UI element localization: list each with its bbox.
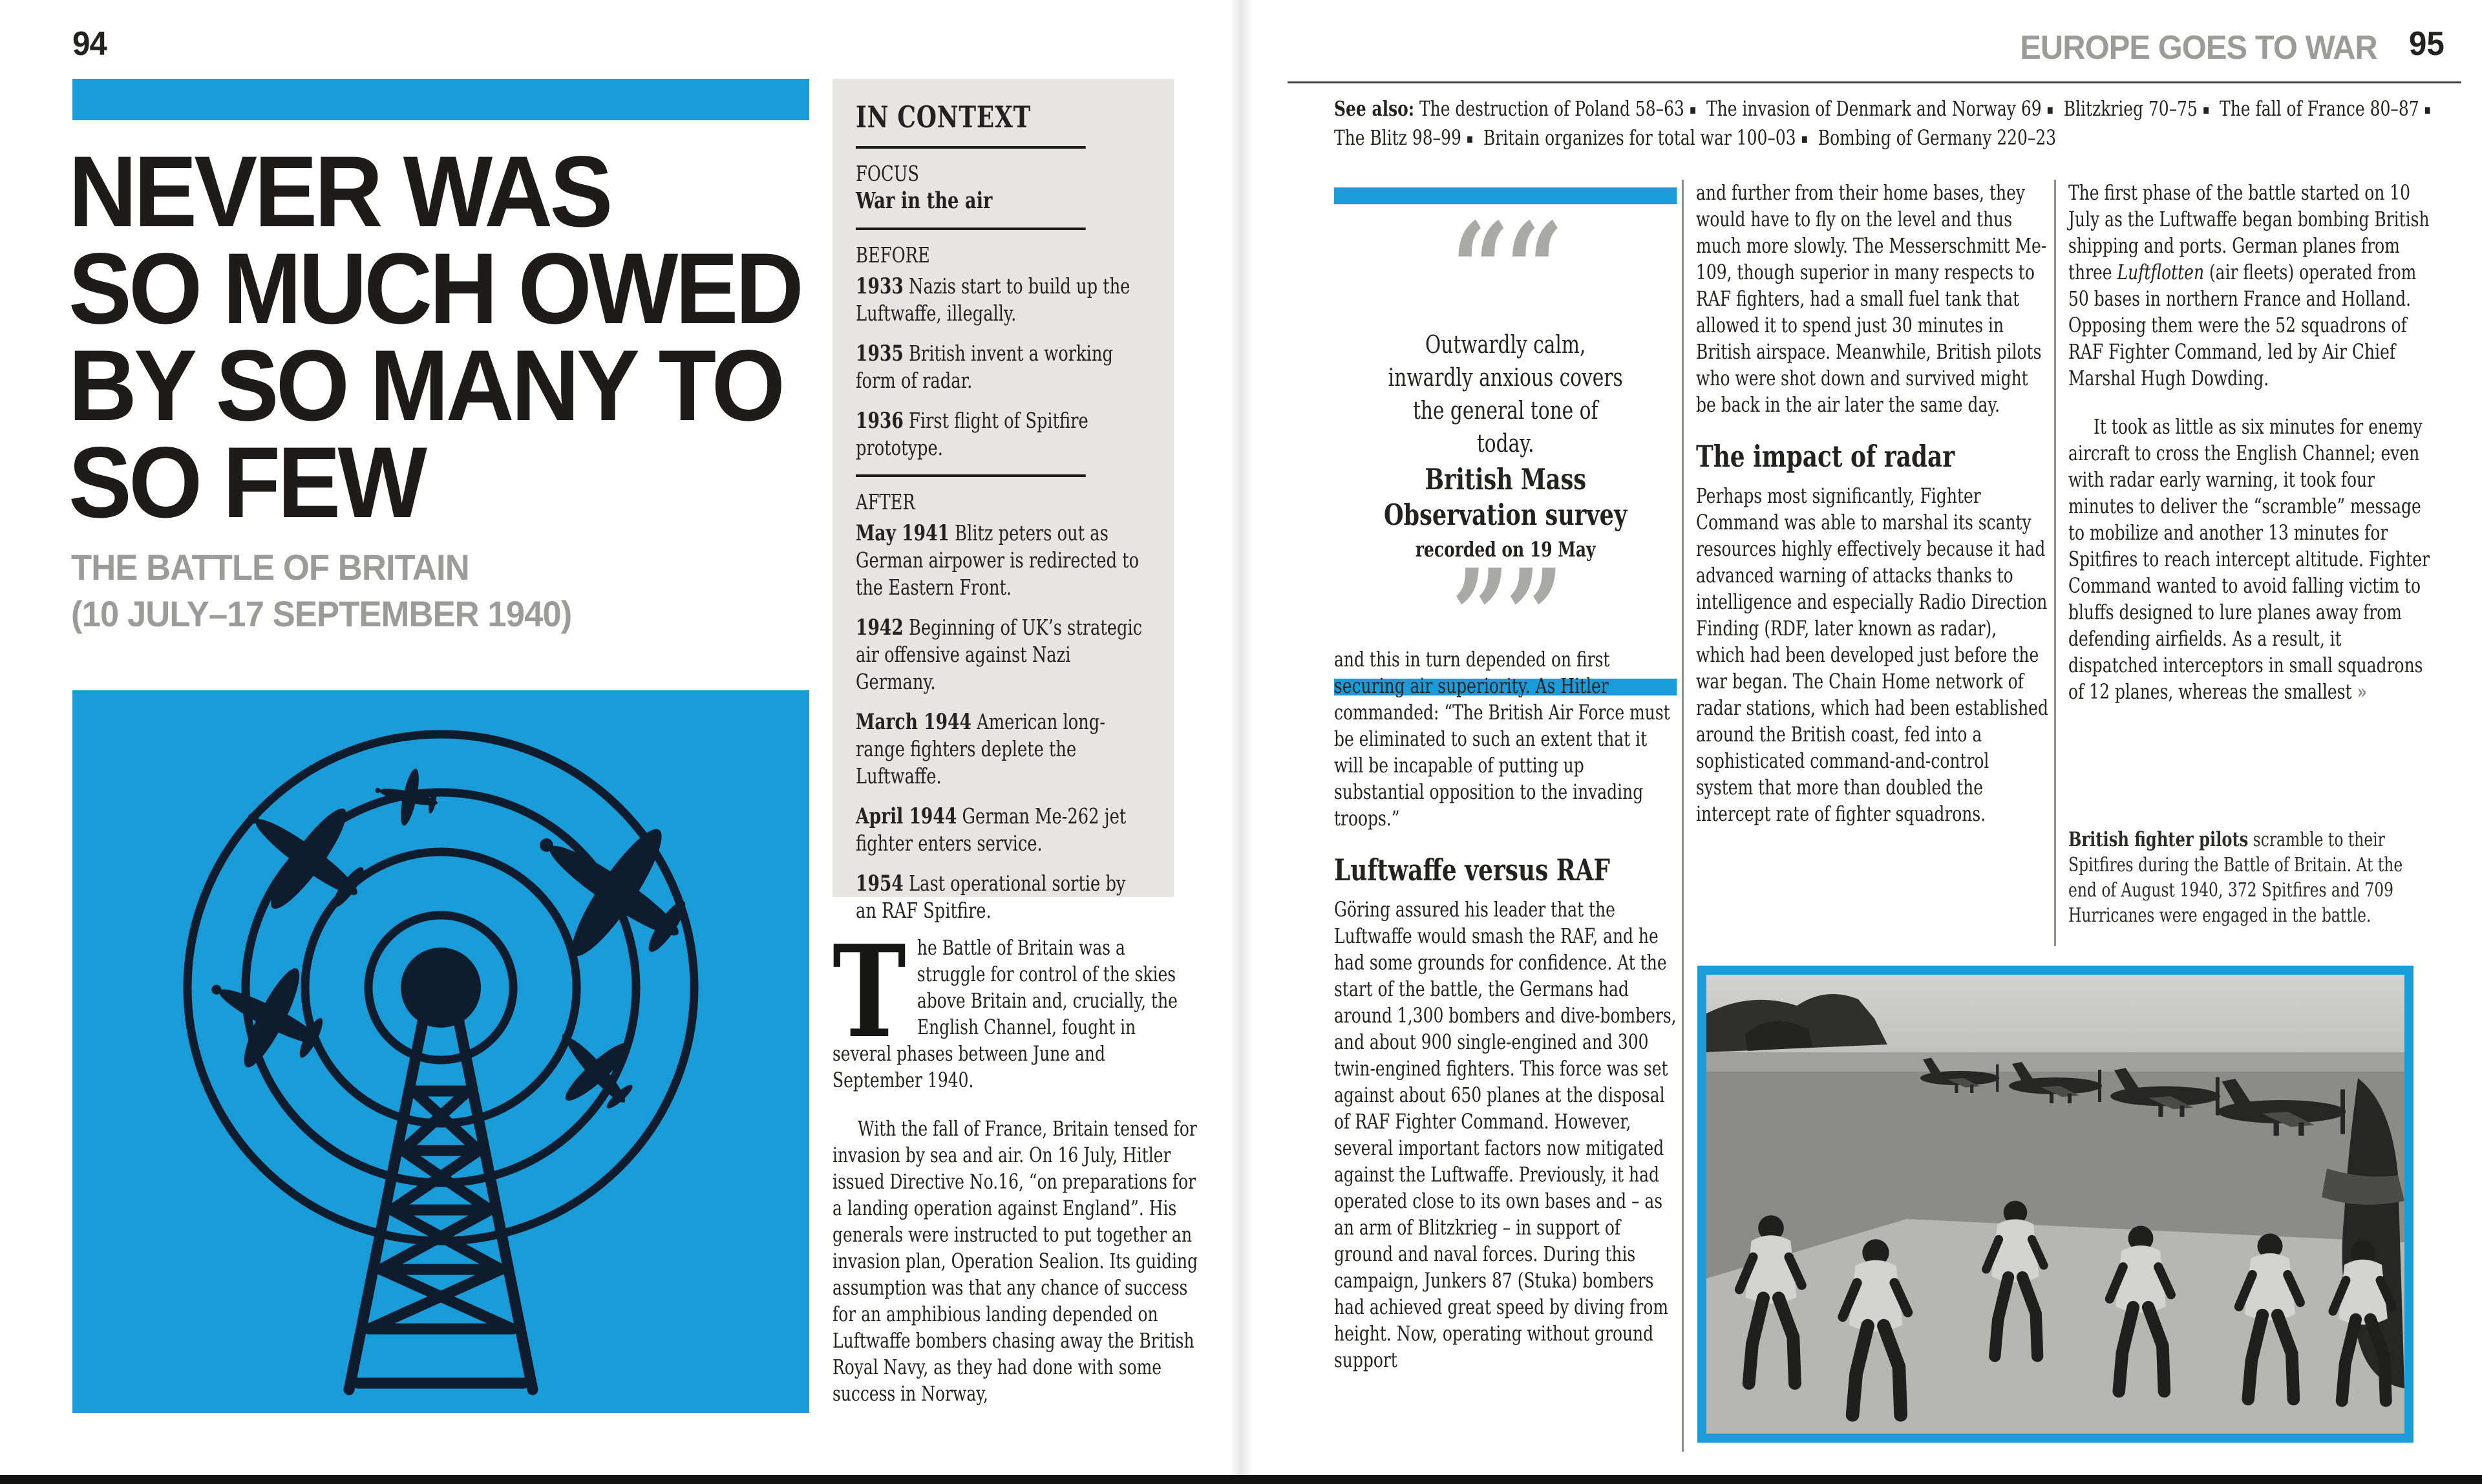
text-column-1	[1334, 646, 1677, 1395]
body-paragraph: Perhaps most significantly, Fighter Command was able to marshal its scanty resources highly effectively because it had advanced warning of attacks thanks to intelligence and especially Radio Direction Finding (RDF, later known as radar), which had been developed just before the war began. The Chain Home network of radar stations, which had been established around the British coast, fed into a sophisticated command-and-control system that more than doubled the intercept rate of fighter squadrons.	[1696, 483, 2048, 826]
page-gutter	[1229, 0, 1253, 1484]
intro-paragraph: With the fall of France, Britain tensed for invasion by sea and air. On 16 July, Hitler issued Directive No.16, “on preparations for a landing operation against England”. His generals were instructed to put together an invasion plan, Operation Sealion. Its guiding assumption was that any chance of success for an amphibious landing depended on Luftwaffe bombers chasing away the British Royal Navy, as they had done with some success in Norway,	[833, 1116, 1198, 1406]
in-context-panel	[833, 79, 1174, 923]
photo-tarmac	[1706, 1219, 2404, 1434]
timeline-entry: 1942 Beginning of UK’s strategic air offensive against Nazi Germany.	[856, 615, 1143, 694]
subtitle-line: (10 JULY–17 SEPTEMBER 1940)	[71, 593, 572, 634]
pilots-scramble-photo	[1697, 966, 2413, 1443]
subheading: Luftwaffe versus RAF	[1334, 853, 1610, 887]
continued-arrows-icon: »	[2357, 679, 2368, 704]
headline-line: SO FEW	[69, 427, 425, 539]
see-also-item: Britain organizes for total war 100–03	[1483, 125, 1796, 150]
chapter-headline	[69, 136, 801, 539]
timeline-entry: May 1941 Blitz peters out as German airpower is redirected to the Eastern Front.	[856, 520, 1140, 600]
drop-cap: T	[833, 918, 906, 1066]
body-paragraph: and further from their home bases, they would have to fly on the level and thus much more slowly. The Messerschmitt Me-109, though superior in many respects to RAF fighters, had a small fuel tank that allowed it to spend just 30 minutes in British airspace. Meanwhile, British pilots who were shot down and survived might be back in the air later the same day.	[1696, 180, 2047, 417]
see-also-label: See also:	[1334, 96, 1415, 121]
subheading: The impact of radar	[1696, 439, 1955, 474]
headline-line: SO MUCH OWED	[69, 233, 801, 345]
see-also-item: Bombing of Germany 220–23	[1818, 125, 2057, 150]
bullet-separator-icon: ▪	[2424, 101, 2431, 117]
see-also-line	[1334, 94, 2443, 153]
bullet-separator-icon: ▪	[2202, 101, 2210, 117]
see-also-item: The destruction of Poland 58–63	[1419, 96, 1684, 121]
see-also-item: The fall of France 80–87	[2220, 96, 2419, 121]
headline-line: BY SO MANY TO	[69, 330, 783, 442]
photo-caption: British fighter pilots scramble to their Spitfires during the Battle of Britain. At the end of August 1940, 372 Spitfires and 709 Hurricanes were engaged in the battle.	[2068, 828, 2403, 927]
see-also-item: The invasion of Denmark and Norway 69	[1706, 96, 2042, 121]
quote-text: Outwardly calm, inwardly anxious covers the general tone of today.	[1388, 330, 1623, 458]
headline-line: NEVER WAS	[69, 136, 610, 248]
section-header: EUROPE GOES TO WAR	[2020, 29, 2377, 67]
chapter-subtitle	[71, 544, 571, 637]
column-rule	[2054, 180, 2056, 946]
text-column-2	[1696, 180, 2049, 849]
timeline-entry: 1933 Nazis start to build up the Luftwaffe, illegally.	[856, 273, 1130, 326]
radar-center-dot	[401, 948, 481, 1028]
divider	[856, 228, 1086, 230]
italic-term: Luftflotten	[2117, 260, 2205, 284]
text-column-3	[2068, 180, 2434, 705]
header-rule	[1288, 81, 2461, 83]
radar-illustration-svg	[72, 690, 809, 1413]
subtitle-line: THE BATTLE OF BRITAIN	[71, 547, 469, 588]
quote-open-icon: ““	[1451, 195, 1560, 346]
timeline-entry: 1954 Last operational sortie by an RAF Spitfire.	[856, 871, 1126, 923]
quote-attribution: British Mass Observation survey	[1383, 462, 1628, 532]
bullet-separator-icon: ▪	[1801, 131, 1808, 146]
title-accent-bar	[72, 79, 809, 120]
radar-tower	[349, 1012, 533, 1390]
divider	[856, 474, 1086, 477]
page-number-right: 95	[2409, 25, 2445, 63]
quote-detail: recorded on 19 May	[1415, 537, 1596, 562]
intro-column	[833, 918, 1198, 1407]
body-paragraph: The first phase of the battle started on 10 July as the Luftwaffe began bombing British shipping and ports. German planes from three Luftflotten (air fleets) operated from 50 bases in northern France and Holland. Opposing them were the 52 squadrons of RAF Fighter Command, led by Air Chief Marshal Hugh Dowding.	[2068, 180, 2430, 390]
after-label: AFTER	[856, 489, 915, 514]
radar-tower-illustration	[72, 690, 809, 1413]
intro-paragraph: The Battle of Britain was a struggle for control of the skies above Britain and, crucially, the English Channel, fought in several phases between June and September 1940.	[833, 918, 1178, 1092]
timeline-entry: 1936 First flight of Spitfire prototype.	[856, 408, 1088, 460]
body-paragraph: Göring assured his leader that the Luftwaffe would smash the RAF, and he had some grounds for confidence. At the start of the battle, the Germans had around 1,300 bombers and dive-bombers, and about 900 single-engined and 300 twin-engined fighters. This force was set against about 650 planes at the disposal of RAF Fighter Command. However, several important factors now mitigated against the Luftwaffe. Previously, it had operated close to its own bases and – as an arm of Blitzkrieg – in support of ground and naval forces. During this campaign, Junkers 87 (Stuka) bombers had achieved great speed by diving from height. Now, operating without ground support	[1334, 897, 1677, 1372]
bullet-separator-icon: ▪	[2046, 101, 2053, 117]
focus-label: FOCUS	[856, 161, 919, 186]
caption-lead: British fighter pilots	[2068, 828, 2249, 851]
see-also-item: The Blitz 98–99	[1334, 125, 1461, 150]
column-rule	[1682, 180, 1684, 1452]
divider	[856, 146, 1086, 149]
see-also-item: Blitzkrieg 70–75	[2063, 96, 2198, 121]
body-paragraph: It took as little as six minutes for enemy aircraft to cross the English Channel; even with radar early warning, it took four minutes to deliver the “scramble” message to mobilize and another 13 minutes for Spitfires to reach intercept altitude. Fighter Command wanted to avoid falling victim to bluffs designed to lure planes away from defending airfields. As a result, it dispatched interceptors in small squadrons of 12 planes, whereas the smallest »	[2068, 414, 2430, 704]
timeline-entry: 1935 British invent a working form of radar.	[856, 341, 1113, 393]
photo-illustration-svg	[1706, 975, 2404, 1434]
timeline-entry: March 1944 American long-range fighters deplete the Luftwaffe.	[856, 709, 1105, 789]
page-number-left: 94	[72, 25, 107, 63]
focus-value: War in the air	[856, 187, 993, 214]
body-paragraph: and this in turn depended on first securing air superiority. As Hitler commanded: “The British Air Force must be eliminated to such an extent that it will be incapable of putting up substantial opposition to the invading troops.”	[1334, 647, 1670, 831]
quote-close-icon: ””	[1451, 541, 1560, 693]
page-bottom-edge	[0, 1475, 2482, 1484]
bullet-separator-icon: ▪	[1689, 101, 1697, 117]
context-title: IN CONTEXT	[856, 100, 1032, 134]
bullet-separator-icon: ▪	[1466, 131, 1474, 146]
timeline-entry: April 1944 German Me-262 jet fighter enters service.	[856, 803, 1127, 856]
pull-quote	[1334, 187, 1677, 695]
before-label: BEFORE	[856, 242, 930, 268]
